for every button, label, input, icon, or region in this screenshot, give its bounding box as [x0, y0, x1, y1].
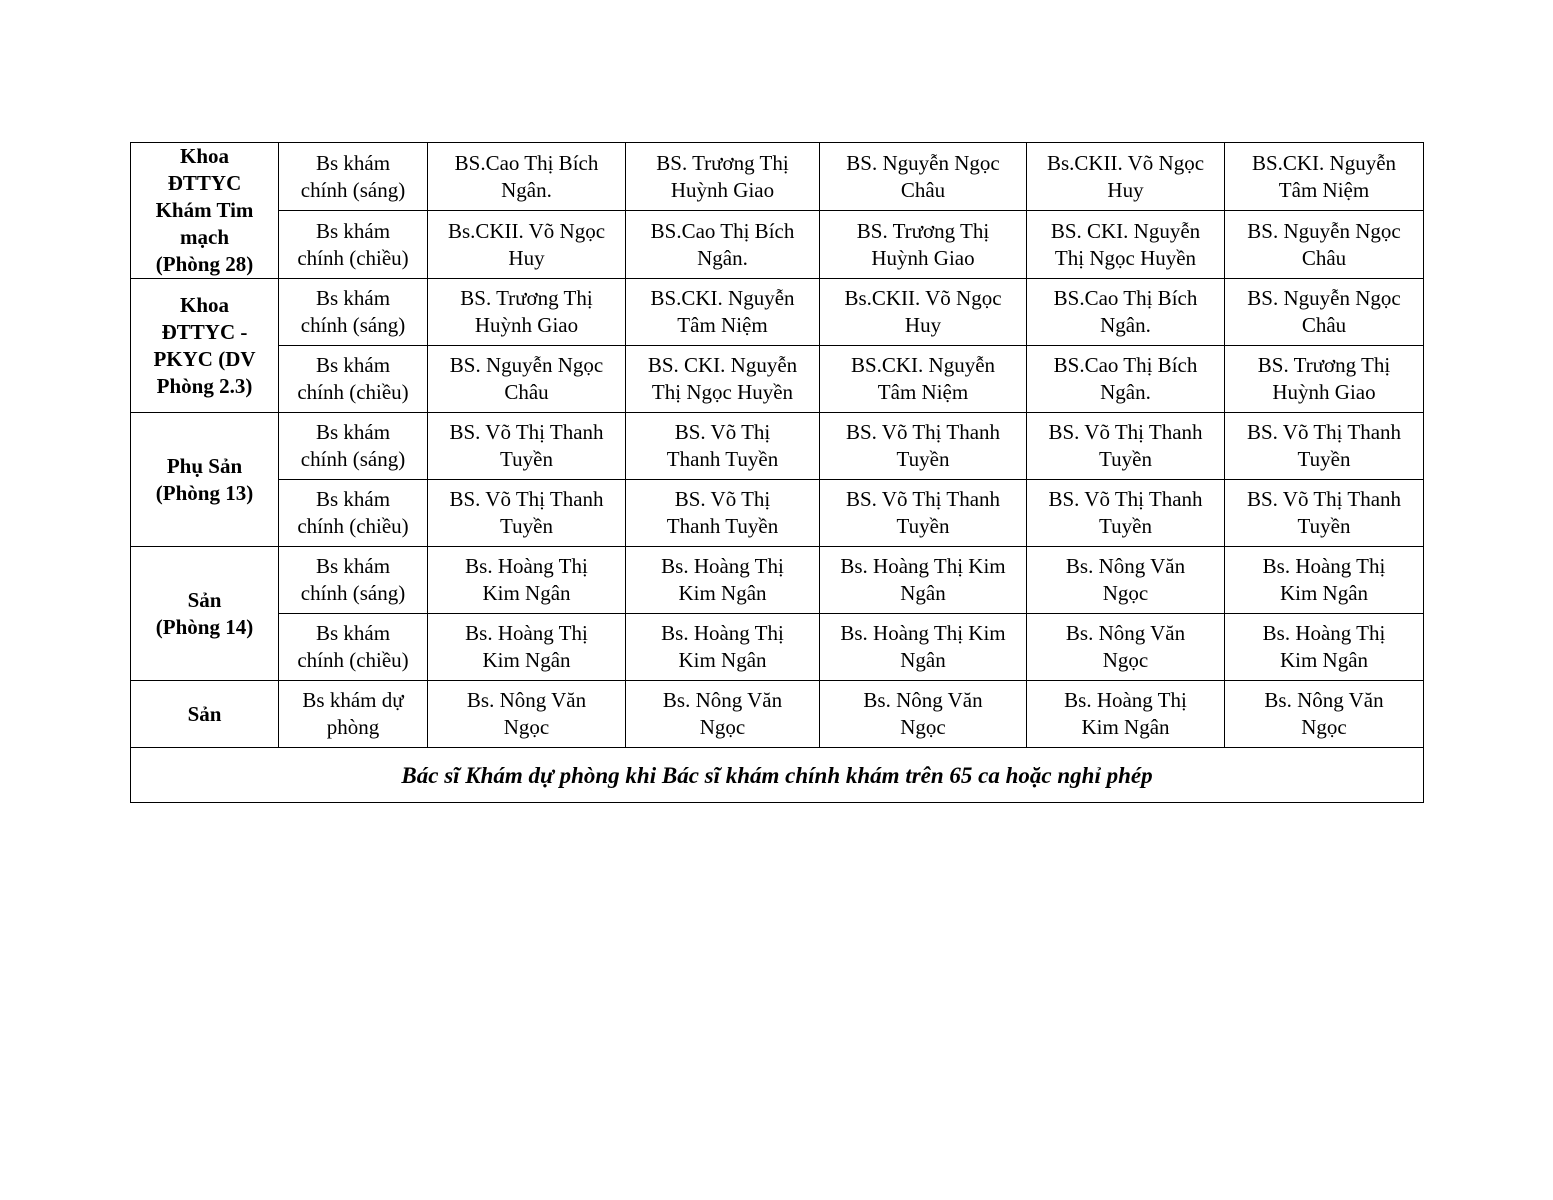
- doctor-cell: BS.Cao Thị Bích Ngân.: [1027, 279, 1225, 346]
- doctor-cell: Bs. Hoàng Thị Kim Ngân: [428, 614, 626, 681]
- doctor-cell: Bs. Hoàng Thị Kim Ngân: [820, 547, 1027, 614]
- department-cell: Sản: [131, 681, 279, 748]
- doctor-cell: BS.CKI. Nguyễn Tâm Niệm: [626, 279, 820, 346]
- doctor-cell: BS. Võ Thị Thanh Tuyền: [428, 480, 626, 547]
- doctor-cell: BS. Võ Thị Thanh Tuyền: [626, 413, 820, 480]
- duty-schedule-table: [130, 142, 1424, 803]
- table-row: [131, 279, 1424, 346]
- doctor-cell: BS. Nguyễn Ngọc Châu: [428, 346, 626, 413]
- doctor-cell: Bs. Hoàng Thị Kim Ngân: [1225, 547, 1424, 614]
- doctor-cell: BS. Trương Thị Huỳnh Giao: [1225, 346, 1424, 413]
- table-row: [131, 547, 1424, 614]
- shift-role-cell: Bs khám chính (sáng): [279, 279, 428, 346]
- doctor-cell: BS. Võ Thị Thanh Tuyền: [1225, 480, 1424, 547]
- doctor-cell: BS.CKI. Nguyễn Tâm Niệm: [820, 346, 1027, 413]
- table-row: [131, 480, 1424, 547]
- doctor-cell: BS. Trương Thị Huỳnh Giao: [626, 143, 820, 211]
- table-row: [131, 413, 1424, 480]
- doctor-cell: Bs. Hoàng Thị Kim Ngân: [1225, 614, 1424, 681]
- table-row: [131, 614, 1424, 681]
- doctor-cell: BS. Võ Thị Thanh Tuyền: [428, 413, 626, 480]
- department-cell: Sản (Phòng 14): [131, 547, 279, 681]
- doctor-cell: BS. Võ Thị Thanh Tuyền: [820, 413, 1027, 480]
- doctor-cell: Bs. Nông Văn Ngọc: [1225, 681, 1424, 748]
- table-row: [131, 211, 1424, 279]
- doctor-cell: BS. Võ Thị Thanh Tuyền: [1027, 480, 1225, 547]
- doctor-cell: Bs. Hoàng Thị Kim Ngân: [428, 547, 626, 614]
- doctor-cell: Bs. Hoàng Thị Kim Ngân: [1027, 681, 1225, 748]
- shift-role-cell: Bs khám chính (chiều): [279, 346, 428, 413]
- doctor-cell: Bs. Hoàng Thị Kim Ngân: [820, 614, 1027, 681]
- department-cell: Phụ Sản (Phòng 13): [131, 413, 279, 547]
- table-row: [131, 346, 1424, 413]
- doctor-cell: Bs.CKII. Võ Ngọc Huy: [428, 211, 626, 279]
- shift-role-cell: Bs khám chính (chiều): [279, 211, 428, 279]
- shift-role-cell: Bs khám chính (chiều): [279, 614, 428, 681]
- doctor-cell: Bs.CKII. Võ Ngọc Huy: [820, 279, 1027, 346]
- doctor-cell: BS. Võ Thị Thanh Tuyền: [820, 480, 1027, 547]
- doctor-cell: Bs. Nông Văn Ngọc: [820, 681, 1027, 748]
- doctor-cell: BS. Nguyễn Ngọc Châu: [1225, 279, 1424, 346]
- doctor-cell: BS. CKI. Nguyễn Thị Ngọc Huyền: [1027, 211, 1225, 279]
- footer-note: Bác sĩ Khám dự phòng khi Bác sĩ khám chính khám trên 65 ca hoặc nghỉ phép: [131, 748, 1424, 803]
- doctor-cell: Bs. Nông Văn Ngọc: [428, 681, 626, 748]
- department-cell: Khoa ĐTTYC - PKYC (DV Phòng 2.3): [131, 279, 279, 413]
- table-row: [131, 143, 1424, 211]
- doctor-cell: Bs. Nông Văn Ngọc: [1027, 614, 1225, 681]
- doctor-cell: BS.Cao Thị Bích Ngân.: [1027, 346, 1225, 413]
- shift-role-cell: Bs khám chính (chiều): [279, 480, 428, 547]
- doctor-cell: Bs. Hoàng Thị Kim Ngân: [626, 547, 820, 614]
- doctor-cell: BS. Nguyễn Ngọc Châu: [1225, 211, 1424, 279]
- doctor-cell: Bs. Hoàng Thị Kim Ngân: [626, 614, 820, 681]
- doctor-cell: BS. Võ Thị Thanh Tuyền: [626, 480, 820, 547]
- doctor-cell: BS. Trương Thị Huỳnh Giao: [820, 211, 1027, 279]
- department-cell: Khoa ĐTTYC Khám Tim mạch (Phòng 28): [131, 143, 279, 279]
- doctor-cell: BS.Cao Thị Bích Ngân.: [428, 143, 626, 211]
- doctor-cell: Bs. Nông Văn Ngọc: [626, 681, 820, 748]
- doctor-cell: Bs.CKII. Võ Ngọc Huy: [1027, 143, 1225, 211]
- doctor-cell: BS. Võ Thị Thanh Tuyền: [1225, 413, 1424, 480]
- doctor-cell: BS.CKI. Nguyễn Tâm Niệm: [1225, 143, 1424, 211]
- doctor-cell: BS.Cao Thị Bích Ngân.: [626, 211, 820, 279]
- doctor-cell: BS. Nguyễn Ngọc Châu: [820, 143, 1027, 211]
- shift-role-cell: Bs khám dự phòng: [279, 681, 428, 748]
- shift-role-cell: Bs khám chính (sáng): [279, 143, 428, 211]
- doctor-cell: Bs. Nông Văn Ngọc: [1027, 547, 1225, 614]
- table-row: [131, 681, 1424, 748]
- shift-role-cell: Bs khám chính (sáng): [279, 547, 428, 614]
- doctor-cell: BS. CKI. Nguyễn Thị Ngọc Huyền: [626, 346, 820, 413]
- shift-role-cell: Bs khám chính (sáng): [279, 413, 428, 480]
- doctor-cell: BS. Trương Thị Huỳnh Giao: [428, 279, 626, 346]
- footer-row: [131, 748, 1424, 803]
- doctor-cell: BS. Võ Thị Thanh Tuyền: [1027, 413, 1225, 480]
